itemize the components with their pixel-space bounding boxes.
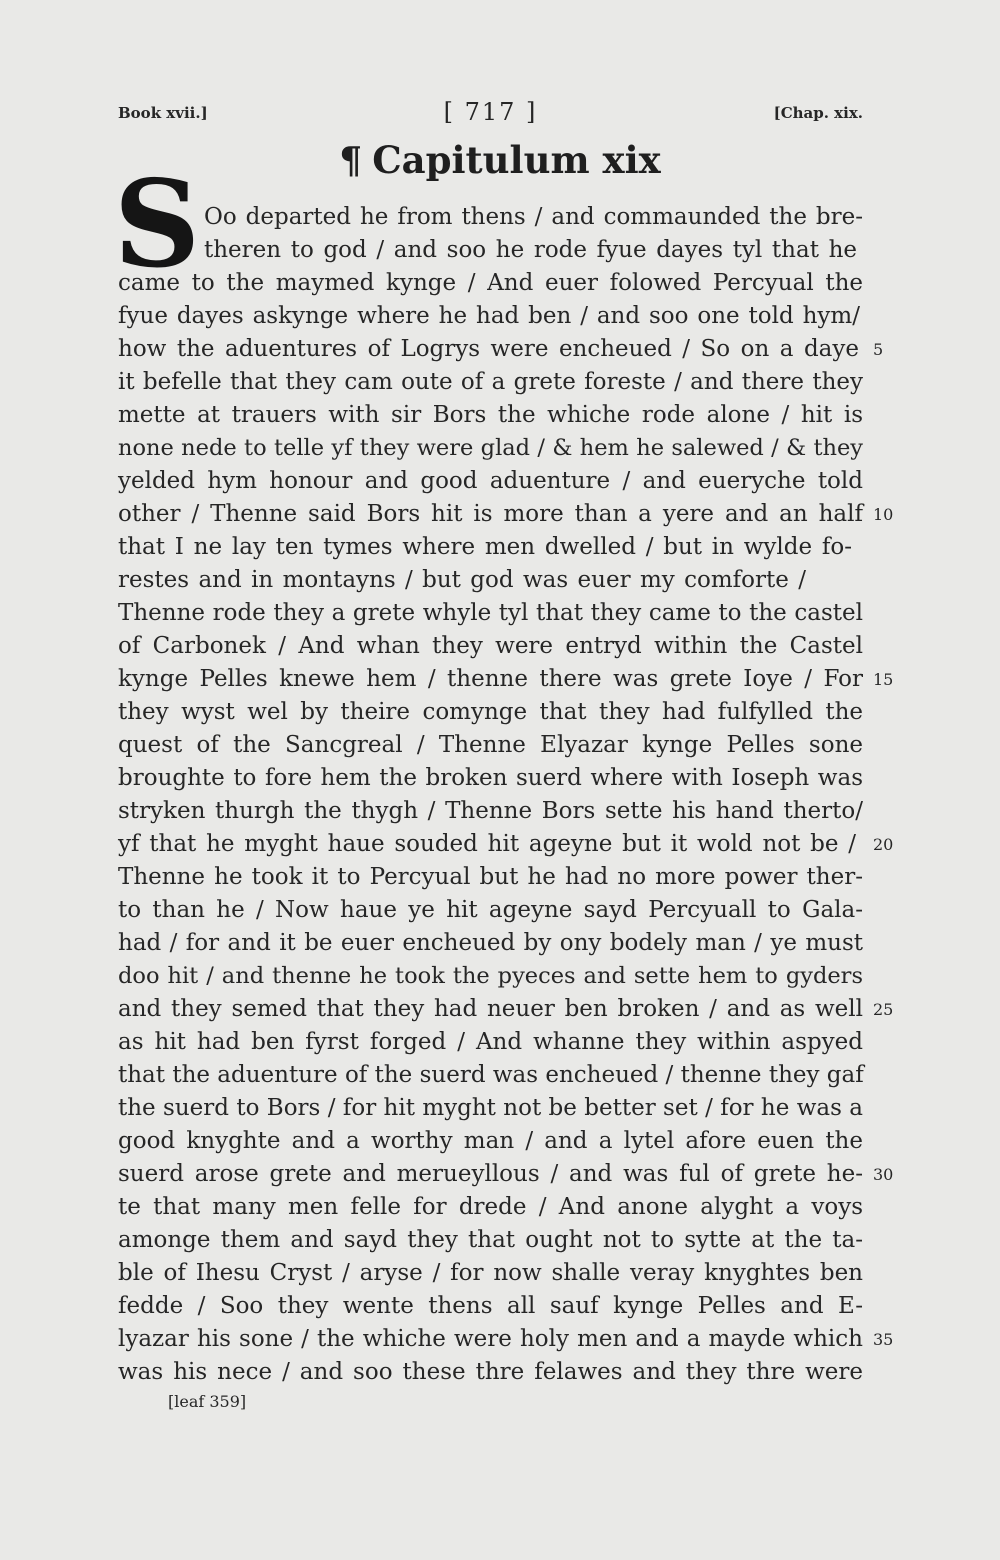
chapter-label: [Chap. xix. bbox=[773, 104, 863, 122]
text-line: good knyghte and a worthy man / and a lytel afore euen the bbox=[118, 1128, 863, 1154]
text-line: kynge Pelles knewe hem / thenne there was grete Ioye / For bbox=[118, 666, 863, 692]
text-line: stryken thurgh the thygh / Thenne Bors sette his hand therto/ bbox=[118, 798, 863, 824]
text-line: that I ne lay ten tymes where men dwelled / but in wylde fo- bbox=[118, 534, 852, 560]
line-number: 10 bbox=[873, 505, 894, 524]
text-line: as hit had ben fyrst forged / And whanne they within aspyed bbox=[118, 1029, 863, 1055]
text-line: of Carbonek / And whan they were entryd within the Castel bbox=[118, 633, 863, 659]
line-number: 25 bbox=[873, 1000, 894, 1019]
line-number: 30 bbox=[873, 1165, 894, 1184]
text-line: fyue dayes askynge where he had ben / and soo one told hym/ bbox=[118, 303, 860, 329]
text-line: had / for and it be euer encheued by ony bodely man / ye must bbox=[118, 930, 863, 956]
text-line: ble of Ihesu Cryst / aryse / for now shalle veray knyghtes ben bbox=[118, 1260, 863, 1286]
text-line: and they semed that they had neuer ben broken / and as well bbox=[118, 996, 863, 1022]
book-label: Book xvii.] bbox=[118, 104, 208, 122]
text-line: yelded hym honour and good aduenture / and eueryche told bbox=[118, 468, 863, 494]
text-line: quest of the Sancgreal / Thenne Elyazar kynge Pelles sone bbox=[118, 732, 863, 758]
text-line: amonge them and sayd they that ought not to sytte at the ta- bbox=[118, 1227, 863, 1253]
text-line: to than he / Now haue ye hit ageyne sayd Percyuall to Gala- bbox=[118, 897, 863, 923]
text-line: how the aduentures of Logrys were encheued / So on a daye bbox=[118, 336, 859, 362]
line-number: 35 bbox=[873, 1330, 894, 1349]
leaf-note: [leaf 359] bbox=[168, 1392, 247, 1411]
text-line: other / Thenne said Bors hit is more than a yere and an half bbox=[118, 501, 863, 527]
line-number: 15 bbox=[873, 670, 894, 689]
running-head bbox=[118, 98, 863, 132]
text-line: yf that he myght haue souded hit ageyne but it wold not be / bbox=[118, 831, 856, 857]
text-line: was his nece / and soo these thre felawes and they thre were bbox=[118, 1359, 863, 1385]
text-line: te that many men felle for drede / And anone alyght a voys bbox=[118, 1194, 863, 1220]
text-line: that the aduenture of the suerd was encheued / thenne they gaf bbox=[118, 1062, 864, 1088]
drop-capital: S bbox=[113, 154, 201, 295]
text-line: they wyst wel by theire comynge that they had fulfylled the bbox=[118, 699, 863, 725]
line-number: 5 bbox=[873, 340, 884, 359]
text-line: theren to god / and soo he rode fyue dayes tyl that he bbox=[204, 237, 857, 263]
text-line: doo hit / and thenne he took the pyeces and sette hem to gyders bbox=[118, 963, 863, 989]
text-line: none nede to telle yf they were glad / & hem he salewed / & they bbox=[118, 435, 863, 461]
page-number: [ 717 ] bbox=[443, 98, 538, 126]
text-line: fedde / Soo they wente thens all sauf kynge Pelles and E- bbox=[118, 1293, 863, 1319]
text-line: the suerd to Bors / for hit myght not be better set / for he was a bbox=[118, 1095, 863, 1121]
text-line: Thenne he took it to Percyual but he had no more power ther- bbox=[118, 864, 863, 890]
text-line: restes and in montayns / but god was euer my comforte / bbox=[118, 567, 806, 593]
text-line: suerd arose grete and merueyllous / and was ful of grete he- bbox=[118, 1161, 863, 1187]
pilcrow-icon: ¶ bbox=[339, 140, 363, 182]
text-line: came to the maymed kynge / And euer folowed Percyual the bbox=[118, 270, 863, 296]
text-line: lyazar his sone / the whiche were holy men and a mayde which bbox=[118, 1326, 863, 1352]
text-line: broughte to fore hem the broken suerd where with Ioseph was bbox=[118, 765, 863, 791]
chapter-title: Capitulum xix bbox=[372, 138, 661, 182]
text-line: it befelle that they cam oute of a grete foreste / and there they bbox=[118, 369, 863, 395]
text-line: Thenne rode they a grete whyle tyl that they came to the castel bbox=[118, 600, 863, 626]
text-line: Oo departed he from thens / and commaunded the bre- bbox=[204, 204, 863, 230]
line-number: 20 bbox=[873, 835, 894, 854]
text-line: mette at trauers with sir Bors the whiche rode alone / hit is bbox=[118, 402, 863, 428]
